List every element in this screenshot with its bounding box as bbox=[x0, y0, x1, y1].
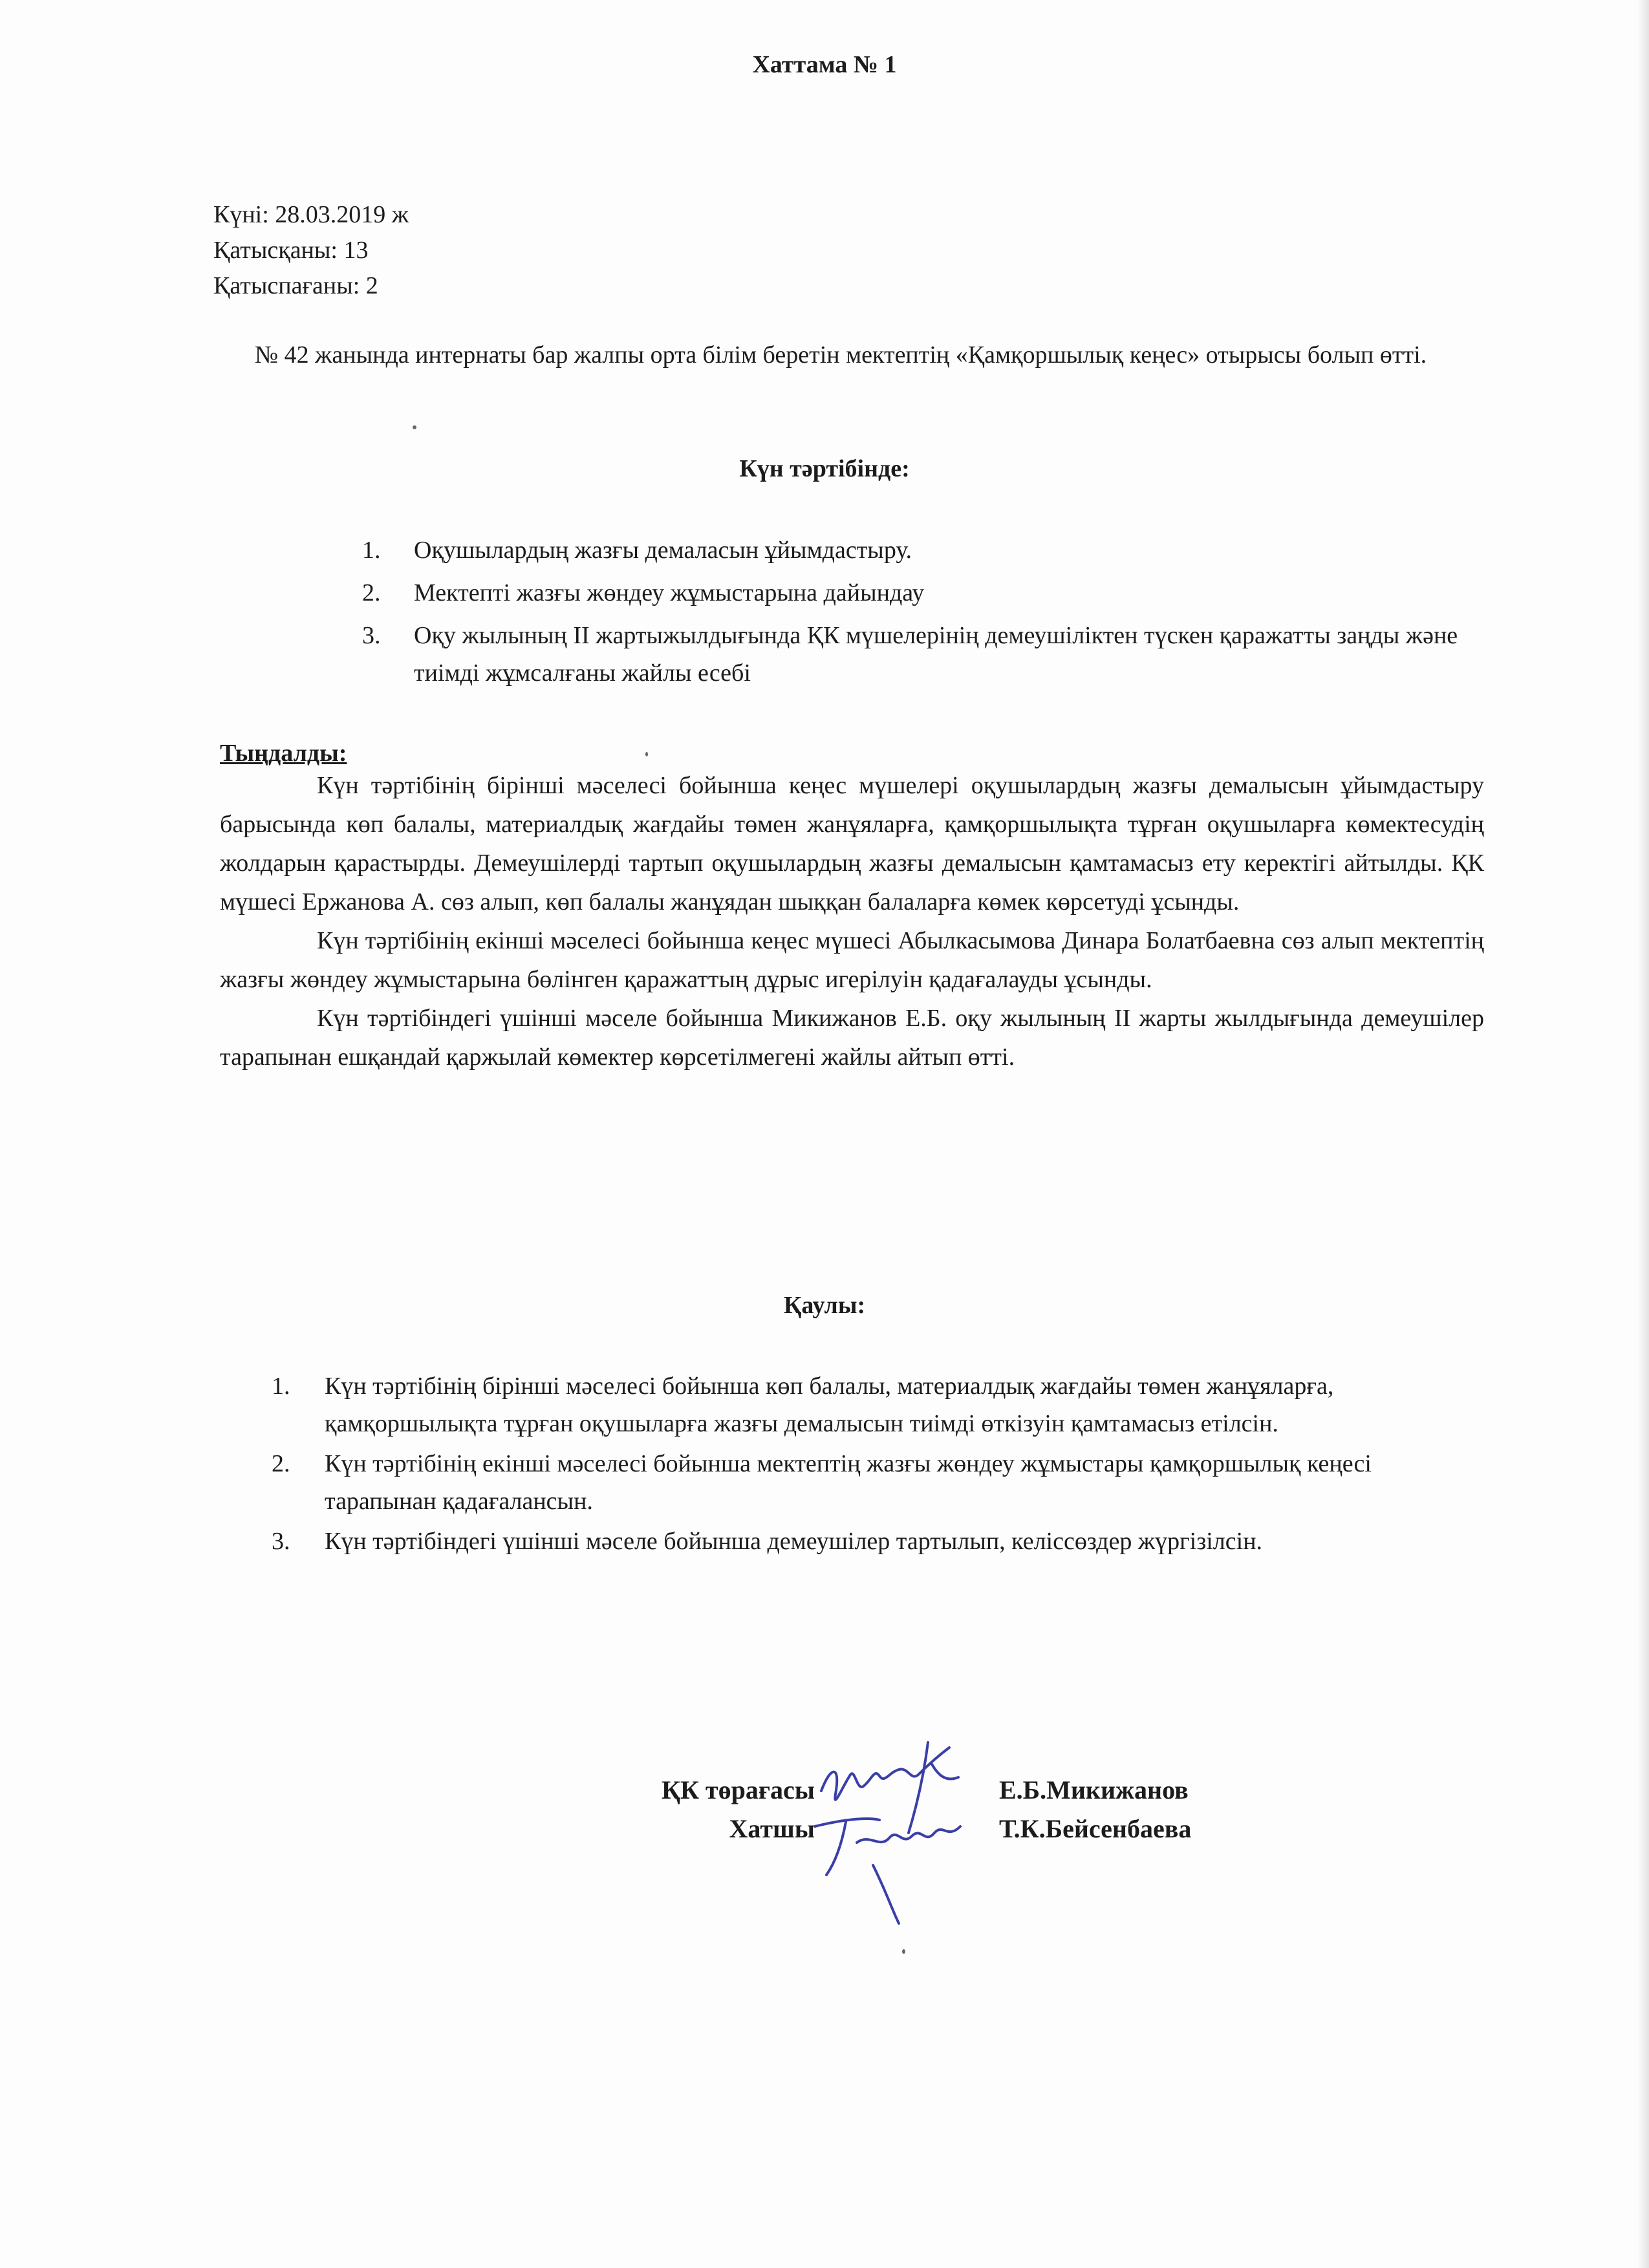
decision-item bbox=[272, 1523, 1487, 1560]
secretary-role: Хатшы bbox=[729, 1814, 815, 1843]
secretary-signature-tail bbox=[873, 1865, 899, 1923]
decision-item-number: 1. bbox=[272, 1373, 290, 1400]
agenda-list bbox=[362, 531, 1500, 697]
agenda-item bbox=[362, 617, 1500, 692]
agenda-item bbox=[362, 574, 1500, 612]
decisions-heading: Қаулы: bbox=[783, 1292, 866, 1319]
secretary-signature-stroke bbox=[815, 1819, 960, 1875]
agenda-item-text: Оқу жылының ІІ жартыжылдығында ҚК мүшелерінің демеушіліктен түскен қаражатты заңды және тиімді жұмсалғаны жайлы есебі bbox=[414, 622, 1458, 687]
agenda-item-number: 2. bbox=[362, 579, 381, 606]
agenda-item-text: Мектепті жазғы жөндеу жұмыстарына дайындау bbox=[414, 579, 925, 606]
document-title: Хаттама № 1 bbox=[752, 51, 897, 78]
decision-item-text: Күн тәртібіндегі үшінші мәселе бойынша демеушілер тартылып, келіссөздер жүргізілсін. bbox=[325, 1528, 1263, 1555]
absent-count: Қатыспағаны: 2 bbox=[213, 272, 378, 299]
chair-signature-stroke bbox=[821, 1748, 958, 1800]
meeting-meta bbox=[213, 197, 409, 304]
listened-label: Тыңдалды: bbox=[220, 740, 347, 767]
listened-body bbox=[220, 766, 1484, 1076]
meeting-intro: № 42 жанында интернаты бар жалпы орта білім беретін мектептің «Қамқоршылық кеңес» отырысы болып өтті. bbox=[254, 341, 1427, 369]
decision-item-number: 2. bbox=[272, 1450, 290, 1477]
agenda-item-text: Оқушылардың жазғы демаласын ұйымдастыру. bbox=[414, 537, 912, 564]
secretary-name: Т.К.Бейсенбаева bbox=[999, 1814, 1192, 1843]
agenda-heading: Күн тәртібінде: bbox=[739, 455, 910, 482]
scan-speck bbox=[645, 752, 648, 756]
agenda-item bbox=[362, 531, 1500, 569]
listened-paragraph: Күн тәртібінің екінші мәселесі бойынша кеңес мүшесі Абылкасымова Динара Болатбаевна сөз алып мектептің жазғы жөндеу жұмыстарына бөлінген қаражаттың дұрыс игерілуін қадағалауды ұсынды. bbox=[220, 927, 1484, 993]
chair-role: ҚК төрағасы bbox=[661, 1775, 815, 1804]
attended-count: Қатысқаны: 13 bbox=[213, 237, 369, 264]
scan-edge-shadow bbox=[1637, 0, 1649, 2268]
scan-speck bbox=[413, 425, 416, 429]
decision-item-text: Күн тәртібінің екінші мәселесі бойынша мектептің жазғы жөндеу жұмыстары қамқоршылық кеңесі тарапынан қадағалансын. bbox=[325, 1450, 1372, 1515]
decision-item-text: Күн тәртібінің бірінші мәселесі бойынша көп балалы, материалдық жағдайы төмен жанұяларға, қамқоршылықта тұрған оқушыларға жазғы демалысын тиімді өткізуін қамтамасыз етілсін. bbox=[325, 1373, 1334, 1437]
meeting-date: Күні: 28.03.2019 ж bbox=[213, 201, 409, 228]
decision-item bbox=[272, 1367, 1487, 1442]
decision-item-number: 3. bbox=[272, 1528, 290, 1555]
decision-item bbox=[272, 1445, 1487, 1520]
handwritten-signatures bbox=[795, 1729, 1002, 1943]
chair-signature-tail bbox=[909, 1742, 928, 1833]
decisions-list bbox=[272, 1367, 1487, 1563]
signature-block bbox=[582, 1775, 1293, 1878]
listened-paragraph: Күн тәртібіндегі үшінші мәселе бойынша Микижанов Е.Б. оқу жылының ІІ жарты жылдығында демеушілер тарапынан ешқандай қаржылай көмектер көрсетілмегені жайлы айтып өтті. bbox=[220, 1005, 1484, 1071]
agenda-item-number: 3. bbox=[362, 622, 381, 649]
agenda-item-number: 1. bbox=[362, 537, 381, 564]
scan-speck bbox=[902, 1949, 905, 1954]
chair-name: Е.Б.Микижанов bbox=[999, 1775, 1189, 1804]
listened-paragraph: Күн тәртібінің бірінші мәселесі бойынша кеңес мүшелері оқушылардың жазғы демалысын ұйымдастыру барысында көп балалы, материалдық жағдайы төмен жанұяларға, қамқоршылықта тұрған оқушыларға көмектесудің жолдарын қарастырды. Демеушілерді тартып оқушылардың жазғы демалысын қамтамасыз ету керектігі айтылды. ҚК мүшесі Ержанова А. сөз алып, көп балалы жанұядан шыққан балаларға көмек көрсетуді ұсынды. bbox=[220, 772, 1484, 915]
